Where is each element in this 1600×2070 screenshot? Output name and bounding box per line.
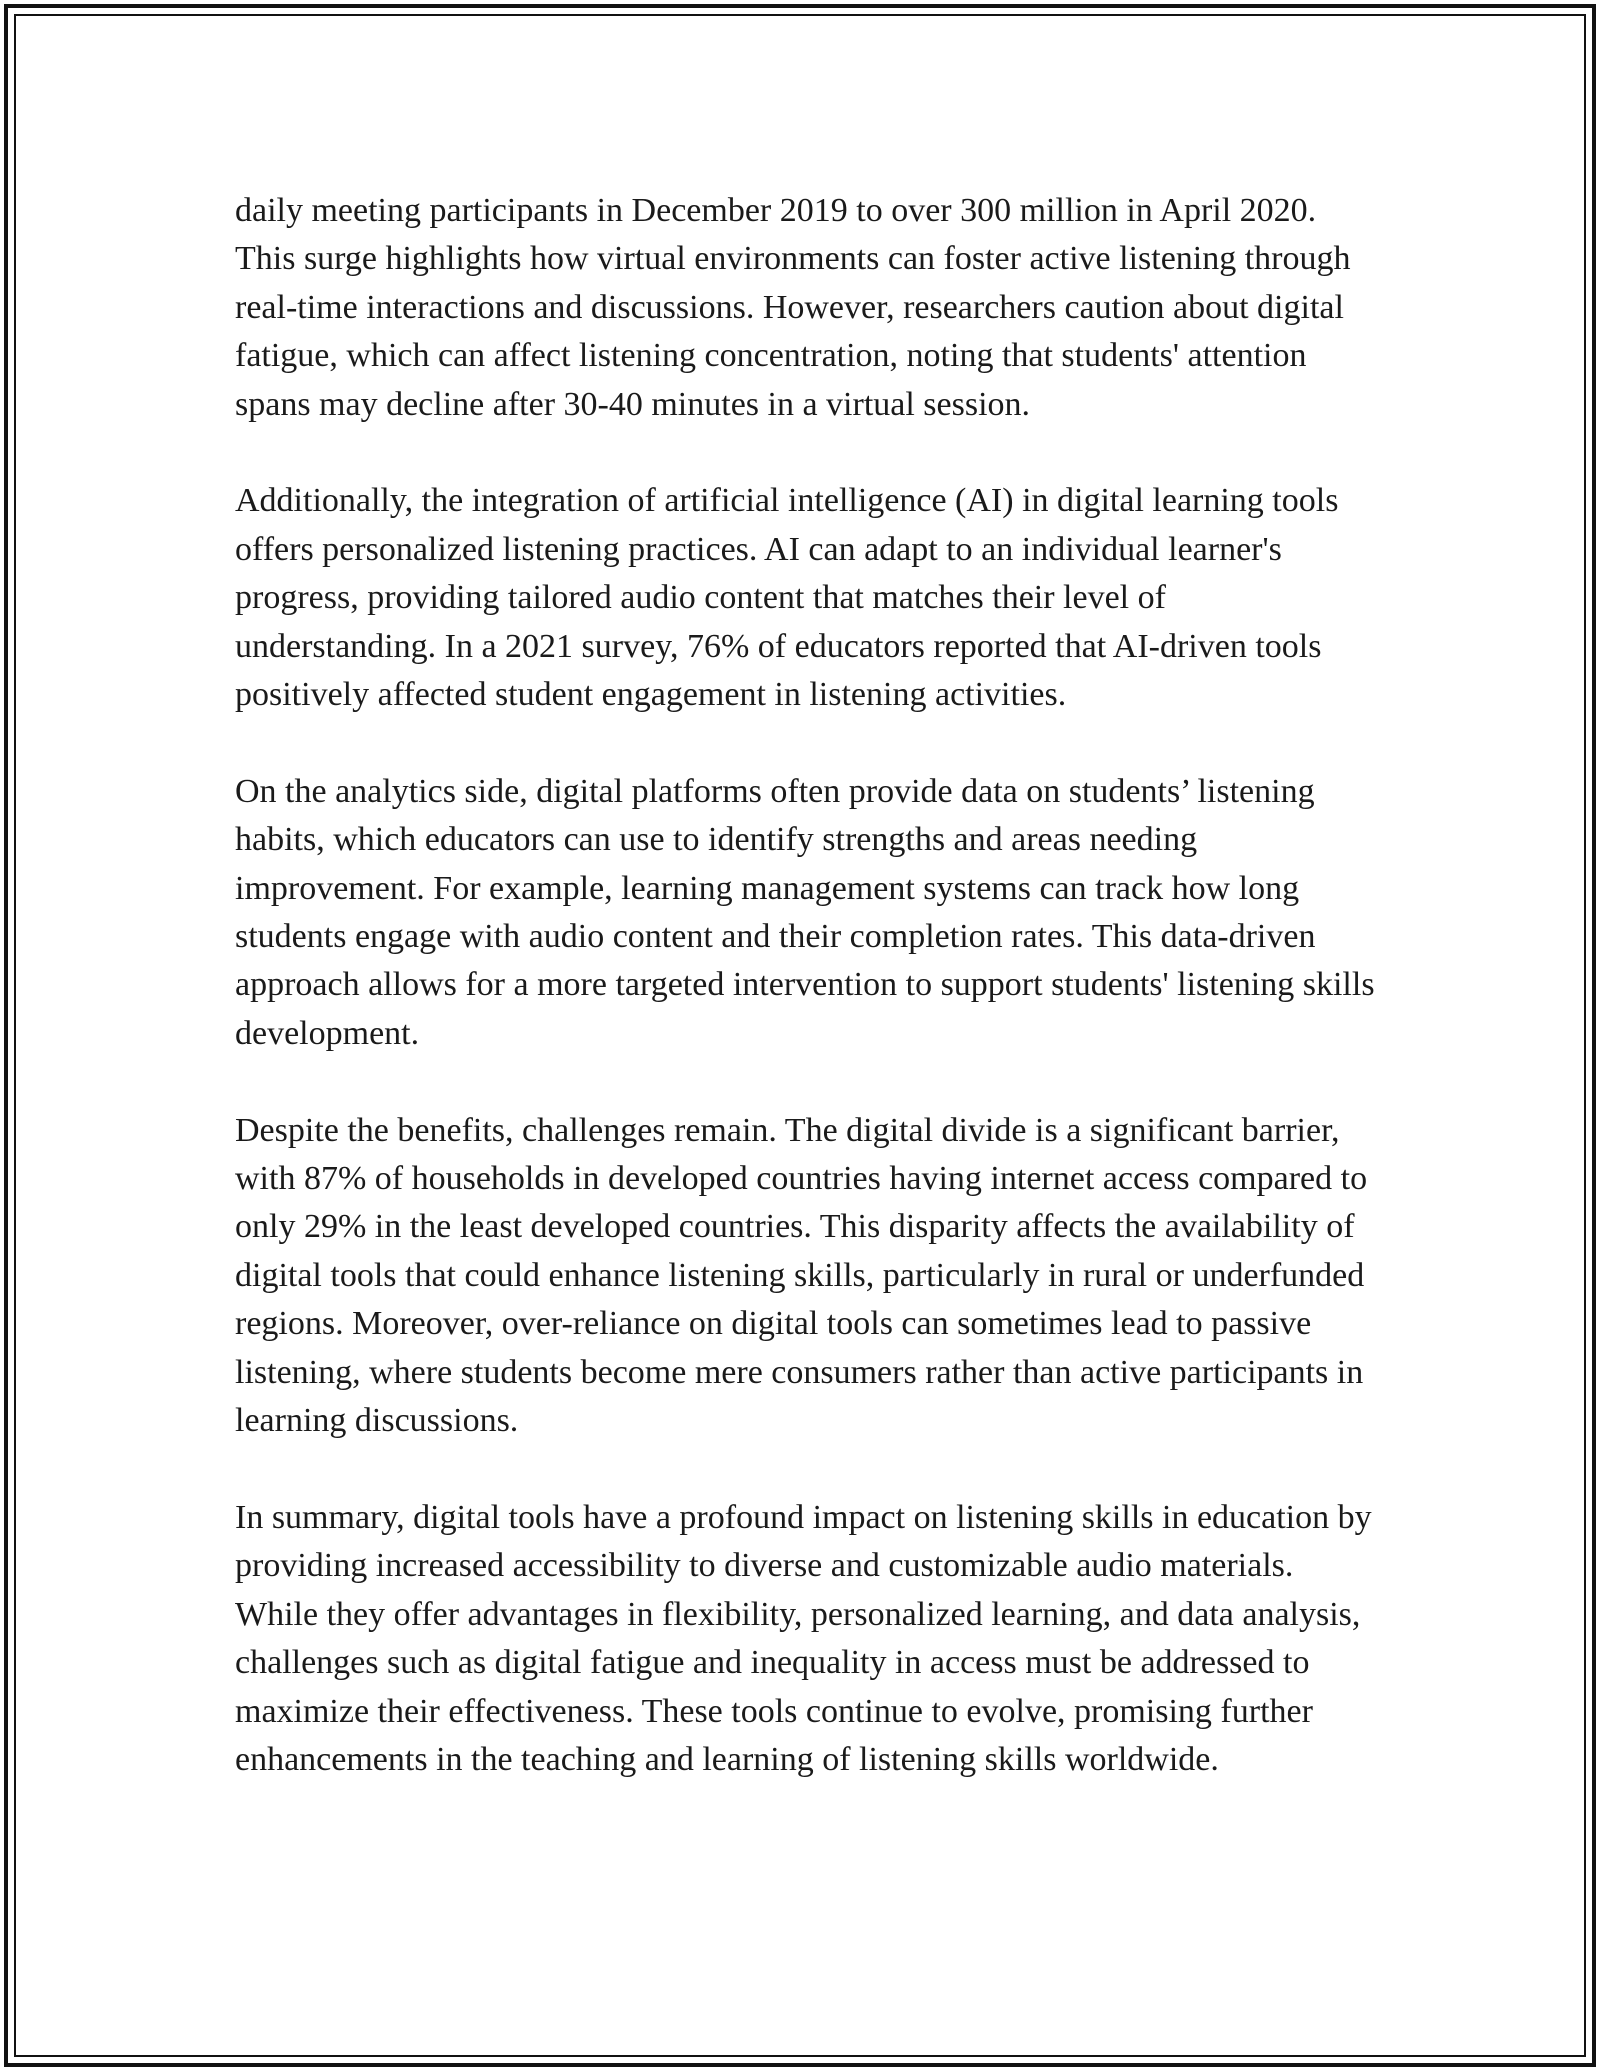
paragraph-summary: In summary, digital tools have a profound impact on listening skills in education by providing increased accessibility to diverse and customizable audio materials. While they offer advantages in flexibility, personalized learning, and data analysis, challenges such as digital fatigue and inequality in access must be addressed to maximize their effectiveness. These tools continue to evolve, promising further enhancements in the teaching and learning of listening skills worldwide.: [235, 1498, 1372, 1778]
paragraph-ai-integration: Additionally, the integration of artificial intelligence (AI) in digital learning tools offers personalized listening practices. AI can adapt to an individual learner's progress, providing tailored audio content that matches their level of understanding. In a 2021 survey, 76% of educators reported that AI-driven tools positively affected student engagement in listening activities.: [235, 482, 1339, 714]
paragraph-challenges: Despite the benefits, challenges remain. The digital divide is a significant barrier, with 87% of households in developed countries having internet access compared to only 29% in the least developed countries. This disparity affects the availability of digital tools that could enhance listening skills, particularly in rural or underfunded regions. Moreover, over-reliance on digital tools can sometimes lead to passive listening, where students become mere consumers rather than active participants in learning discussions.: [235, 1111, 1368, 1440]
paragraph-virtual-meetings: daily meeting participants in December 2019 to over 300 million in April 2020. This surge highlights how virtual environments can foster active listening through real-time interactions and discussions. However, researchers caution about digital fatigue, which can affect listening concentration, noting that students' attention spans may decline after 30-40 minutes in a virtual session.: [235, 192, 1351, 423]
paragraph-analytics: On the analytics side, digital platforms often provide data on students’ listening habits, which educators can use to identify strengths and areas needing improvement. For example, learning management systems can track how long students engage with audio content and their completion rates. This data-driven approach allows for a more targeted intervention to support students' listening skills development.: [235, 772, 1375, 1052]
document-body: [235, 187, 1375, 1784]
